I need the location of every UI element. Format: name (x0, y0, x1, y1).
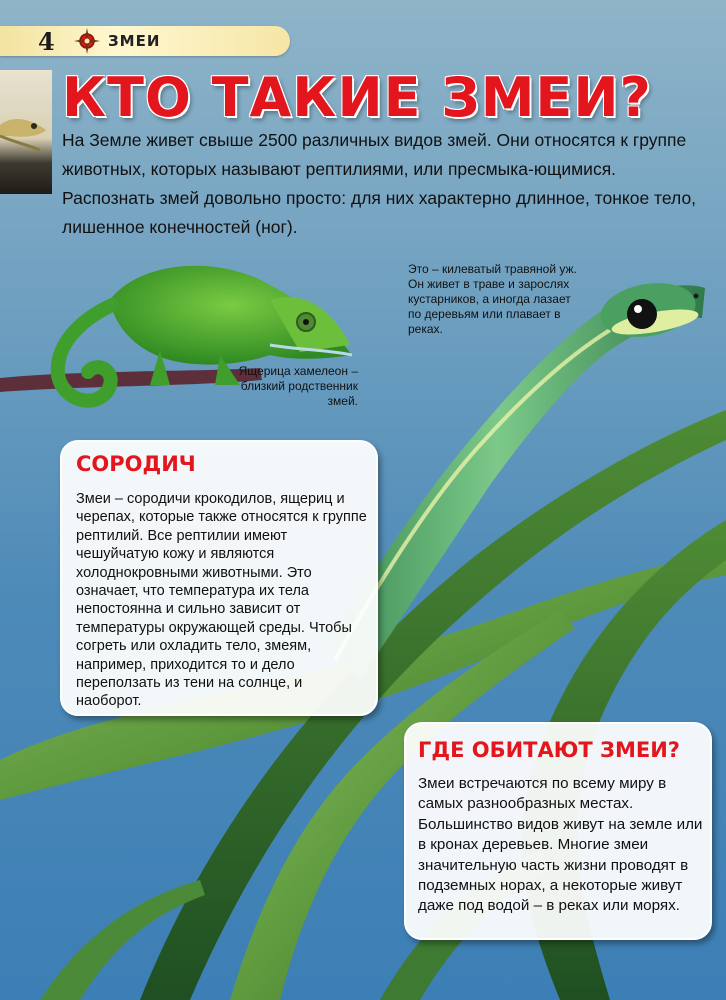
habitat-box-title: ГДЕ ОБИТАЮТ ЗМЕИ? (418, 738, 680, 762)
relative-info-box (60, 440, 378, 716)
relative-box-text: Змеи – сородичи крокодилов, ящериц и черепах, которые также относятся к группе рептилий. Все рептилии имеют чешуйчатую кожу и являются холоднокровными животными. Это означает, что температура их тела непостоянна и сильно зависит от температуры окружающей среды. Чтобы согреть или охладить тело, змеям, например, приходится то и дело переползать из тени на солнце, и наоборот. (76, 491, 367, 710)
section-label: ЗМЕИ (108, 32, 161, 50)
lizard-thumbnail (0, 70, 52, 194)
relative-box-title: СОРОДИЧ (76, 452, 196, 476)
chameleon-caption: Ящерица хамелеон – близкий родственник змей. (238, 364, 358, 408)
lizard-icon (0, 70, 52, 194)
intro-paragraph: На Земле живет свыше 2500 различных видов змей. Они относятся к группе животных, которых называют рептилиями, или пресмыка-ющимися. Распознать змей довольно просто: для них характерно длинное, тонкое тело, лишенное конечностей (ног). (62, 130, 697, 237)
compass-icon (74, 28, 100, 54)
page-number: 4 (38, 27, 55, 56)
page-title: КТО ТАКИЕ ЗМЕИ? (62, 66, 652, 129)
snake-caption: Это – килеватый травяной уж. Он живет в траве и зарослях кустарников, а иногда лазает по деревьям или плавает в реках. (408, 262, 577, 336)
habitat-info-box (404, 722, 712, 940)
habitat-box-text: Змеи встречаются по всему миру в самых разнообразных местах. Большинство видов живут на земле или в кронах деревьев. Многие змеи значительную часть жизни проводят в подземных норах, а некоторые живут даже под водой – в реках или морях. (418, 775, 703, 915)
